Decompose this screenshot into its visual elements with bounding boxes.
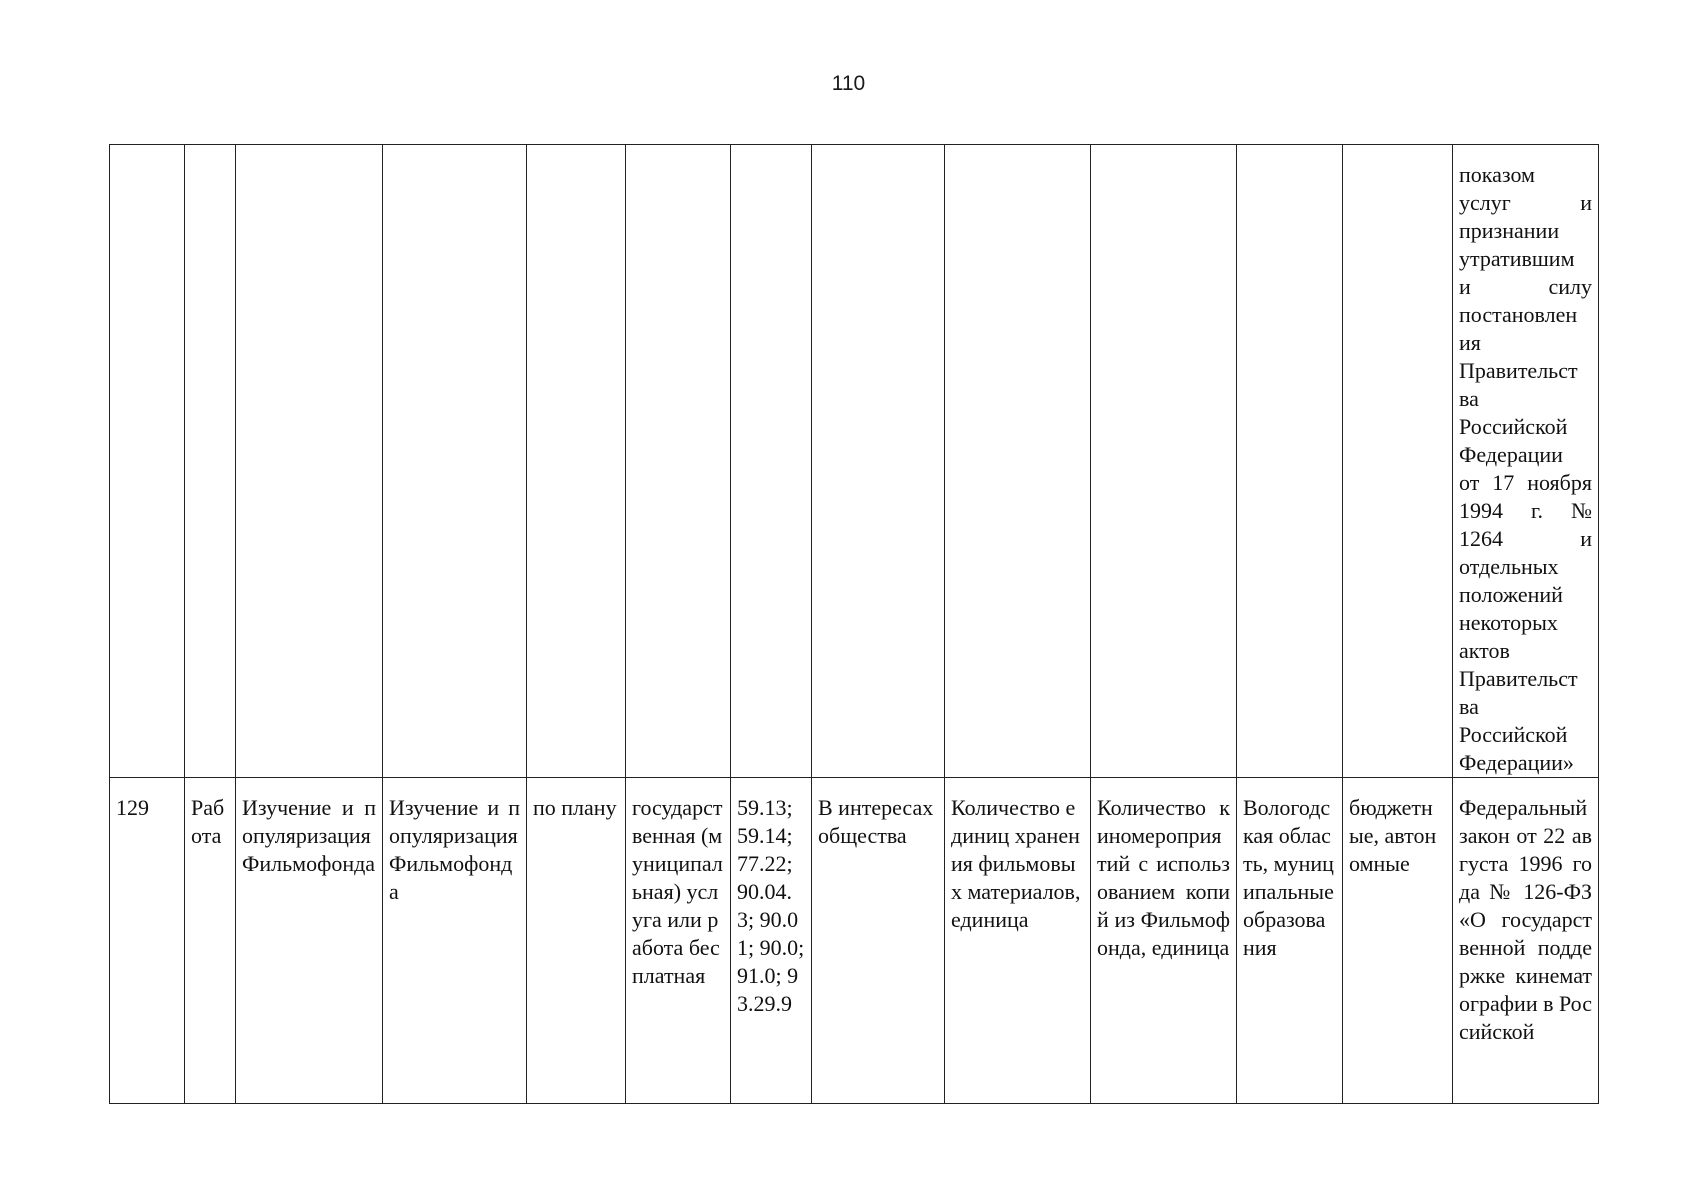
cell-empty xyxy=(945,145,1091,778)
volume-indicator-cell: Количество единиц хранения фильмовых материалов, единица xyxy=(945,778,1091,1104)
table-row-continuation xyxy=(110,145,1599,778)
legal-basis-line: услуг и xyxy=(1459,190,1592,215)
legal-basis-line: актов xyxy=(1459,638,1510,663)
legal-basis-line: Федерации» xyxy=(1459,750,1574,775)
cell-empty xyxy=(110,145,185,778)
legal-basis-line: Правительст xyxy=(1459,666,1578,691)
legal-basis-line: признании xyxy=(1459,218,1560,243)
legal-basis-line: 1264 и xyxy=(1459,526,1592,551)
cell-empty xyxy=(1237,145,1343,778)
table-row xyxy=(110,778,1599,1104)
legal-basis-continuation-cell xyxy=(1453,145,1599,778)
cell-empty xyxy=(731,145,812,778)
legal-basis-line: некоторых xyxy=(1459,610,1558,635)
row-number-cell: 129 xyxy=(110,778,185,1104)
legal-basis-line: показом xyxy=(1459,162,1535,187)
legal-basis-line: 1994 г. № xyxy=(1459,498,1592,523)
legal-basis-line: утратившим xyxy=(1459,246,1575,271)
type-cell: Работа xyxy=(185,778,236,1104)
legal-basis-continuation-text xyxy=(1459,161,1592,777)
legal-basis-line: и силу xyxy=(1459,274,1592,299)
legal-basis-line: ва xyxy=(1459,386,1479,411)
legal-basis-line: Федерации xyxy=(1459,442,1563,467)
legal-basis-line: постановлен xyxy=(1459,302,1578,327)
legal-basis-line: Российской xyxy=(1459,414,1568,439)
legal-basis-line: ва xyxy=(1459,694,1479,719)
cell-empty xyxy=(1091,145,1237,778)
cell-empty xyxy=(626,145,731,778)
consumers-cell: В интересах общества xyxy=(812,778,945,1104)
legal-basis-line: отдельных xyxy=(1459,554,1559,579)
cell-empty xyxy=(812,145,945,778)
legal-basis-line: Российской xyxy=(1459,722,1568,747)
cell-empty xyxy=(1343,145,1453,778)
legal-basis-line: от 17 ноября xyxy=(1459,470,1592,495)
cell-empty xyxy=(236,145,383,778)
services-table xyxy=(109,144,1599,1104)
service-name-cell: Изучение и популяризация Фильмофонда xyxy=(236,778,383,1104)
legal-basis-line: Правительст xyxy=(1459,358,1578,383)
cell-empty xyxy=(185,145,236,778)
institution-type-cell: бюджетные, автономные xyxy=(1343,778,1453,1104)
cell-empty xyxy=(383,145,527,778)
service-kind-cell: государственная (муниципальная) услуга или работа бесплатная xyxy=(626,778,731,1104)
quality-indicator-cell: Количество киномероприятий с использованием копий из Фильмофонда, единица xyxy=(1091,778,1237,1104)
legal-basis-cell: Федеральный закон от 22 августа 1996 года № 126-ФЗ «О государственной поддержке кинематографии в Российской xyxy=(1453,778,1599,1104)
legal-basis-line: ия xyxy=(1459,330,1481,355)
legal-basis-line: положений xyxy=(1459,582,1563,607)
territory-cell: Вологодская область, муниципальные образования xyxy=(1237,778,1343,1104)
conditions-cell: по плану xyxy=(527,778,626,1104)
page-number: 110 xyxy=(831,72,866,95)
cell-empty xyxy=(527,145,626,778)
service-content-cell: Изучение и популяризация Фильмофонда xyxy=(383,778,527,1104)
okved-codes-cell: 59.13; 59.14; 77.22; 90.04.3; 90.01; 90.0; 91.0; 93.29.9 xyxy=(731,778,812,1104)
